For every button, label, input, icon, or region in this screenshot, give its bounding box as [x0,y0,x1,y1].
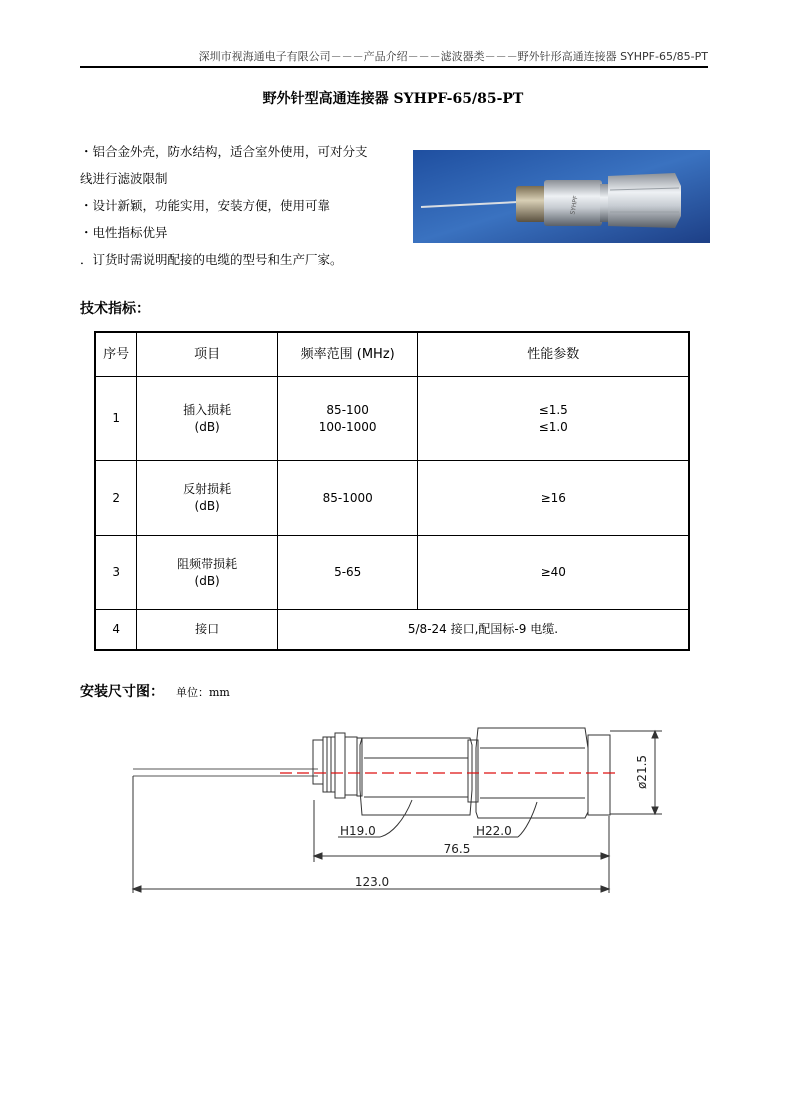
product-photo [413,150,710,243]
install-title-text: 安装尺寸图： [80,684,164,700]
col-header-no: 序号 [95,332,137,377]
table-row [95,461,689,536]
spec-table [94,331,690,651]
row-item [137,461,278,536]
item-unit: (dB) [194,499,220,513]
row-perf: ≥40 [418,536,689,610]
item-unit: (dB) [194,419,220,434]
row-freq [277,377,418,461]
item-name: 反射损耗 [183,482,232,496]
item-name: 插入损耗 [183,402,232,417]
row-item: 接口 [137,610,278,650]
row-no: 4 [95,610,137,650]
perf-value: ≤1.5 [538,402,568,417]
row-freq: 5-65 [277,536,418,610]
feature-line: ．订货时需说明配接的电缆的型号和生产厂家。 [80,252,343,267]
col-header-item: 项目 [137,332,278,377]
body-length-label: 76.5 [443,842,471,856]
row-perf: ≥16 [418,461,689,536]
row-item [137,377,278,461]
col-header-perf: 性能参数 [418,332,689,377]
feature-line: ・电性指标优异 [80,225,168,240]
row-no: 1 [95,377,137,461]
freq-value: 100-1000 [318,419,377,434]
total-length-label: 123.0 [354,875,390,889]
install-section-title [80,681,230,701]
row-item [137,536,278,610]
item-unit: (dB) [194,573,220,588]
col-header-freq: 频率范围 (MHz) [277,332,418,377]
freq-value: 85-100 [326,402,369,417]
table-row [95,536,689,610]
h1-label: H19.0 [340,824,376,838]
row-interface-desc: 5/8-24 接口,配国标-9 电缆. [277,610,689,650]
feature-line: ・设计新颖，功能实用，安装方便，使用可靠 [80,198,331,213]
table-row [95,610,689,650]
diameter-label: ø21.5 [635,754,649,790]
page-header: 深圳市视海通电子有限公司－－－产品介绍－－－滤波器类－－－野外针形高通连接器 SYHPF-65/85-PT [198,50,708,63]
feature-line: 线进行滤波限制 [80,171,168,186]
table-header-row [95,332,689,377]
item-name: 阻频带损耗 [177,556,238,571]
row-perf [418,377,689,461]
table-row [95,377,689,461]
dimension-drawing [120,716,670,906]
h2-label: H22.0 [476,824,512,838]
page-title: 野外针型高通连接器 SYHPF-65/85-PT [262,91,524,107]
row-freq: 85-1000 [277,461,418,536]
feature-line: ・铝合金外壳，防水结构，适合室外使用，可对分支 [80,144,368,159]
row-no: 2 [95,461,137,536]
svg-text:SYHPF: SYHPF [569,195,580,216]
install-unit: 单位：mm [176,686,230,699]
perf-value: ≤1.0 [538,419,568,434]
spec-section-title: 技术指标： [80,301,150,317]
row-no: 3 [95,536,137,610]
header-divider [80,66,708,68]
feature-list [80,138,410,273]
